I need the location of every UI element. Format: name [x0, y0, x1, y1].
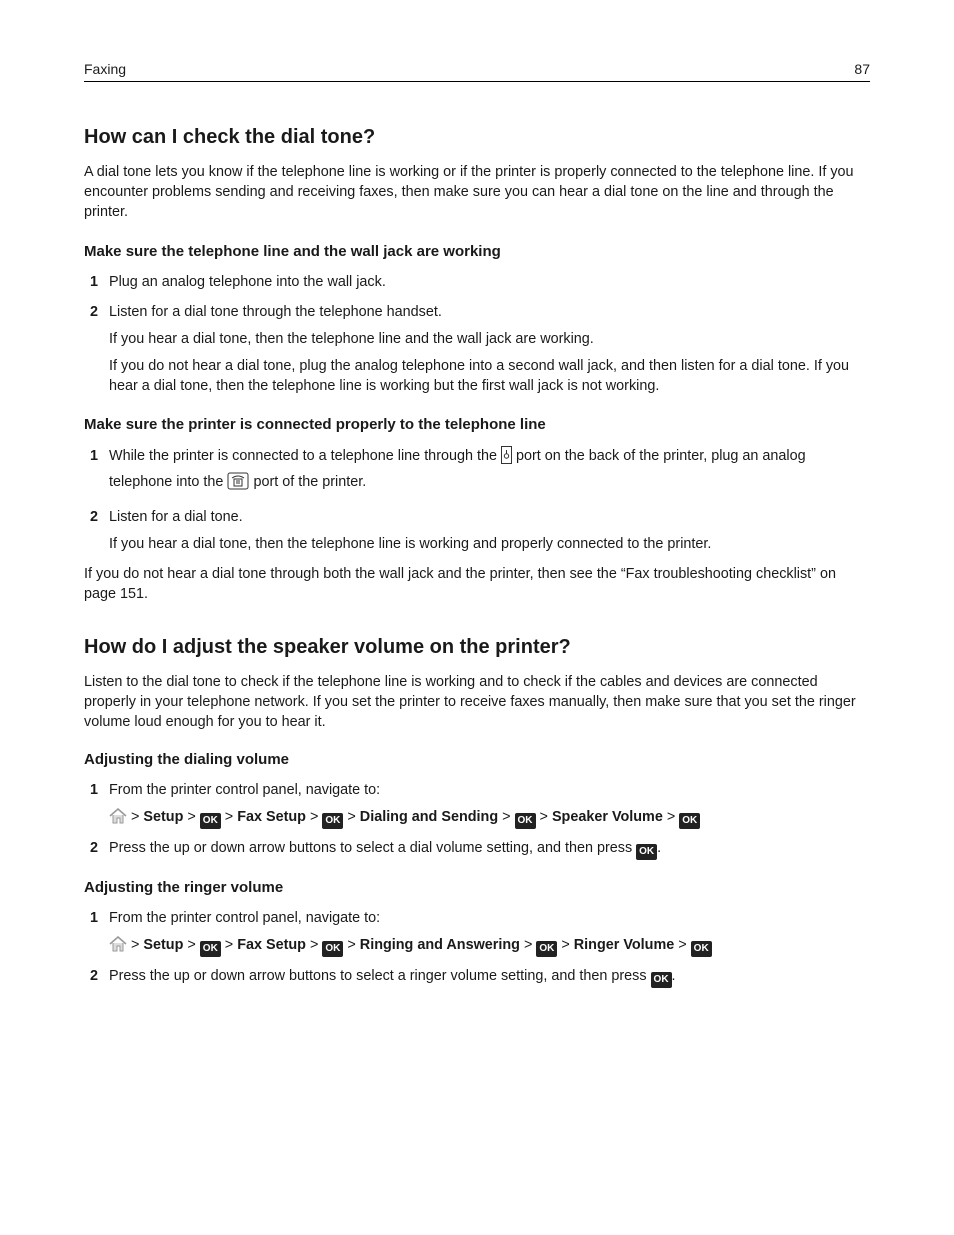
path-item-fax-setup: Fax Setup: [237, 809, 306, 825]
subheading-ringer-volume: Adjusting the ringer volume: [84, 879, 284, 896]
step-text-part-a: While the printer is connected to a telephone line through the: [109, 448, 497, 464]
path-separator: >: [523, 937, 533, 953]
section-title-dial-tone: How can I check the dial tone?: [84, 126, 376, 148]
step-text-part-c: port of the printer.: [253, 474, 367, 490]
path-separator: >: [224, 937, 234, 953]
path-item-ringing-and-answering: Ringing and Answering: [359, 937, 520, 953]
home-icon: [109, 936, 127, 952]
note-printer-connected: If you hear a dial tone, then the telephone line is working and properly connected to the printer.: [109, 536, 712, 552]
ok-button-icon: OK: [636, 844, 657, 860]
ok-button-icon: OK: [691, 941, 712, 957]
step-connect-printer: [84, 445, 870, 497]
subheading-dialing-volume: Adjusting the dialing volume: [84, 751, 290, 768]
path-separator: >: [309, 809, 319, 825]
phone-port-icon: [227, 472, 249, 497]
path-item-setup: Setup: [143, 809, 184, 825]
path-separator: >: [347, 937, 356, 953]
step-number: 1: [90, 910, 99, 926]
path-separator: >: [131, 809, 140, 825]
menu-path-ringer: [84, 934, 870, 957]
path-separator: >: [187, 937, 196, 953]
page-header: [84, 61, 870, 82]
step-number: 1: [90, 782, 99, 798]
path-item-fax-setup: Fax Setup: [237, 937, 306, 953]
path-separator: >: [131, 937, 140, 953]
line-port-icon: [501, 446, 512, 471]
speaker-volume-intro: Listen to the dial tone to check if the telephone line is working and to check if the cables and devices are connected properly in your telephone network. If you set the printer to receive faxes manually, then make sure that you set the ringer volume loud enough for you to hear it.: [84, 674, 856, 730]
note-wall-jack-working: If you hear a dial tone, then the telephone line and the wall jack are working.: [109, 331, 594, 347]
step-listen-handset: [84, 302, 870, 322]
dial-tone-intro: A dial tone lets you know if the telephone line is working or if the printer is properly connected to the telephone line. If you encounter problems sending and receiving faxes, then make sure you can hear a dial tone on the line and through the printer.: [84, 164, 854, 220]
step-text: Listen for a dial tone through the telephone handset.: [109, 304, 442, 320]
path-separator: >: [224, 809, 234, 825]
path-separator: >: [187, 809, 196, 825]
step-number: 2: [90, 840, 99, 856]
path-separator: >: [347, 809, 356, 825]
ok-button-icon: OK: [200, 941, 221, 957]
step-select-ringer-volume: [84, 966, 870, 988]
path-item-dialing-and-sending: Dialing and Sending: [359, 809, 499, 825]
subheading-wall-jack: Make sure the telephone line and the wall jack are working: [84, 243, 501, 260]
path-item-setup: Setup: [143, 937, 184, 953]
step-number: 1: [90, 448, 99, 464]
step-navigate-dialing: [84, 780, 870, 800]
step-text: Plug an analog telephone into the wall jack.: [109, 274, 386, 290]
step-select-dial-volume: [84, 838, 870, 860]
path-separator: >: [678, 937, 687, 953]
path-item-speaker-volume: Speaker Volume: [551, 809, 663, 825]
period: .: [671, 968, 676, 984]
ok-button-icon: OK: [536, 941, 557, 957]
period: .: [657, 840, 662, 856]
section-title-speaker-volume: How do I adjust the speaker volume on the printer?: [84, 636, 571, 658]
path-item-ringer-volume: Ringer Volume: [573, 937, 675, 953]
ok-button-icon: OK: [515, 813, 536, 829]
path-separator: >: [666, 809, 676, 825]
ok-button-icon: OK: [651, 972, 672, 988]
ok-button-icon: OK: [322, 941, 343, 957]
step-number: 2: [90, 304, 99, 320]
page-content: [84, 124, 870, 998]
step-number: 1: [90, 274, 99, 290]
ok-button-icon: OK: [679, 813, 700, 829]
subheading-printer-connected: Make sure the printer is connected properly to the telephone line: [84, 416, 546, 433]
home-icon: [109, 808, 127, 824]
step-listen-dial-tone: [84, 507, 870, 527]
header-section-name: Faxing: [84, 61, 127, 77]
step-text: From the printer control panel, navigate to:: [109, 782, 381, 798]
path-separator: >: [539, 809, 548, 825]
note-no-dial-tone: If you do not hear a dial tone, plug the analog telephone into a second wall jack, and then listen for a dial tone. If you hear a dial tone, then the telephone line is working but the first wall jack is not working.: [109, 358, 850, 394]
path-separator: >: [561, 937, 570, 953]
dial-tone-closing: If you do not hear a dial tone through both the wall jack and the printer, then see the “Fax troubleshooting checklist” on page 151.: [84, 566, 836, 602]
ok-button-icon: OK: [322, 813, 343, 829]
step-text: Press the up or down arrow buttons to select a ringer volume setting, and then press: [109, 968, 647, 984]
step-number: 2: [90, 968, 99, 984]
ok-button-icon: OK: [200, 813, 221, 829]
step-navigate-ringer: [84, 908, 870, 928]
step-text: Press the up or down arrow buttons to select a dial volume setting, and then press: [109, 840, 633, 856]
header-page-number: 87: [854, 61, 870, 77]
path-separator: >: [502, 809, 511, 825]
step-text-part-b: port on the back of the printer, plug an analog telephone into the: [109, 448, 806, 490]
step-plug-telephone: [84, 272, 870, 292]
path-separator: >: [309, 937, 319, 953]
step-number: 2: [90, 509, 99, 525]
step-text: Listen for a dial tone.: [109, 509, 243, 525]
menu-path-dialing: [84, 806, 870, 829]
step-text: From the printer control panel, navigate to:: [109, 910, 381, 926]
